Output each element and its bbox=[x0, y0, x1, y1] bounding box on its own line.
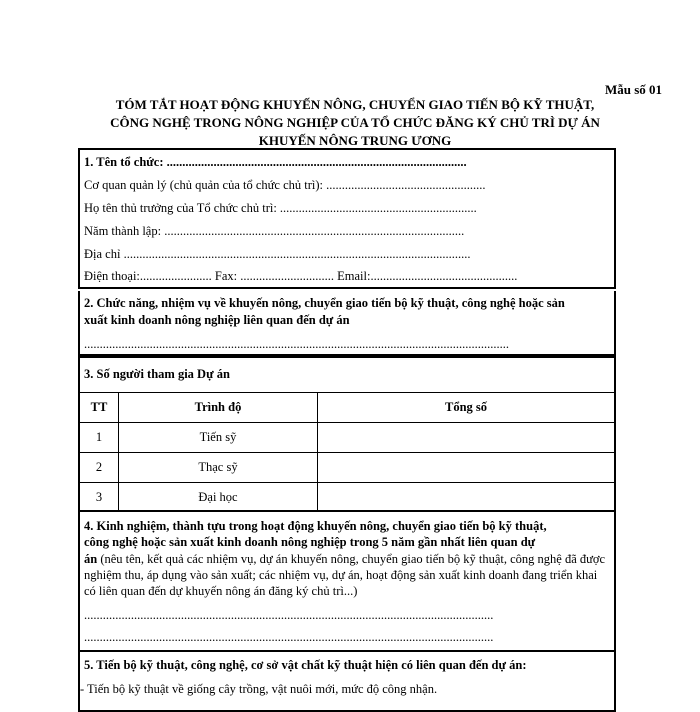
section-technology bbox=[78, 652, 616, 712]
table-row bbox=[80, 453, 614, 483]
functions-heading-1: 2. Chức năng, nhiệm vụ về khuyến nông, chuyển giao tiến bộ kỹ thuật, công nghệ hoặc sản bbox=[84, 296, 565, 310]
table-row bbox=[80, 423, 614, 453]
title-line-1: TÓM TẮT HOẠT ĐỘNG KHUYẾN NÔNG, CHUYỂN GIAO TIẾN BỘ KỸ THUẬT, bbox=[115, 97, 595, 112]
title-line-3: KHUYẾN NÔNG TRUNG ƯƠNG bbox=[258, 133, 452, 148]
experience-heading-2: công nghệ hoặc sản xuất kinh doanh nông nghiệp trong 5 năm gần nhất liên quan dự bbox=[84, 535, 536, 549]
table-row bbox=[80, 483, 614, 513]
experience-heading-1: 4. Kinh nghiệm, thành tựu trong hoạt động khuyến nông, chuyển giao tiến bộ kỹ thuật, bbox=[84, 519, 547, 533]
row-level: Tiến sỹ bbox=[119, 423, 318, 453]
form-code: Mẫu số 01 bbox=[604, 82, 662, 97]
col-header-no: TT bbox=[80, 393, 119, 423]
experience-note: án (nêu tên, kết quả các nhiệm vụ, dự án khuyến nông, chuyển giao tiến bộ kỹ thuật, công nghệ đã được nghiệm thu, áp dụng vào sản xuất; các nhiệm vụ, dự án, hoạt động sản xuất kinh doanh đang triển khai có liên quan đến dự khuyến nông án đăng ký chủ trì...) bbox=[84, 552, 606, 598]
functions-dots: ........................................................................................................................................ bbox=[84, 337, 509, 351]
address-field: Địa chỉ ............................................................................................................... bbox=[84, 247, 471, 261]
org-name-field: 1. Tên tổ chức: ................................................................................................ bbox=[84, 155, 467, 169]
experience-dots-1: ................................................................................................................................... bbox=[84, 608, 494, 622]
head-name-field: Họ tên thủ trưởng của Tổ chức chủ trì: ............................................................... bbox=[84, 201, 477, 215]
col-header-level: Trình độ bbox=[119, 393, 318, 423]
document-title bbox=[70, 96, 640, 150]
col-header-total: Tổng số bbox=[318, 393, 615, 423]
participants-heading: 3. Số người tham gia Dự án bbox=[84, 367, 230, 381]
row-total bbox=[318, 483, 615, 513]
row-no: 1 bbox=[80, 423, 119, 453]
founded-year-field: Năm thành lập: ................................................................................................ bbox=[84, 224, 465, 238]
section-participants bbox=[78, 356, 616, 512]
section-functions bbox=[78, 291, 616, 356]
functions-heading-2: xuất kinh doanh nông nghiệp liên quan đến dự án bbox=[84, 313, 350, 327]
section-experience bbox=[78, 512, 616, 652]
title-line-2: CÔNG NGHỆ TRONG NÔNG NGHIỆP CỦA TỔ CHỨC ĐĂNG KÝ CHỦ TRÌ DỰ ÁN bbox=[110, 115, 600, 130]
experience-dots-2: ................................................................................................................................... bbox=[84, 630, 494, 644]
row-no: 3 bbox=[80, 483, 119, 513]
row-total bbox=[318, 423, 615, 453]
managing-agency-field: Cơ quan quản lý (chủ quản của tổ chức chủ trì): ................................................... bbox=[84, 178, 486, 192]
technology-item-1: - Tiến bộ kỹ thuật về giống cây trồng, vật nuôi mới, mức độ công nhận. bbox=[80, 682, 438, 696]
technology-heading: 5. Tiến bộ kỹ thuật, công nghệ, cơ sở vật chất kỹ thuật hiện có liên quan đến dự án: bbox=[84, 658, 527, 672]
contacts-field: Điện thoại:....................... Fax: .............................. Email:............................................... bbox=[84, 269, 518, 283]
row-total bbox=[318, 453, 615, 483]
section-organization-info bbox=[78, 148, 616, 289]
participants-table bbox=[80, 392, 614, 512]
row-level: Đại học bbox=[119, 483, 318, 513]
row-no: 2 bbox=[80, 453, 119, 483]
table-header-row bbox=[80, 393, 614, 423]
row-level: Thạc sỹ bbox=[119, 453, 318, 483]
